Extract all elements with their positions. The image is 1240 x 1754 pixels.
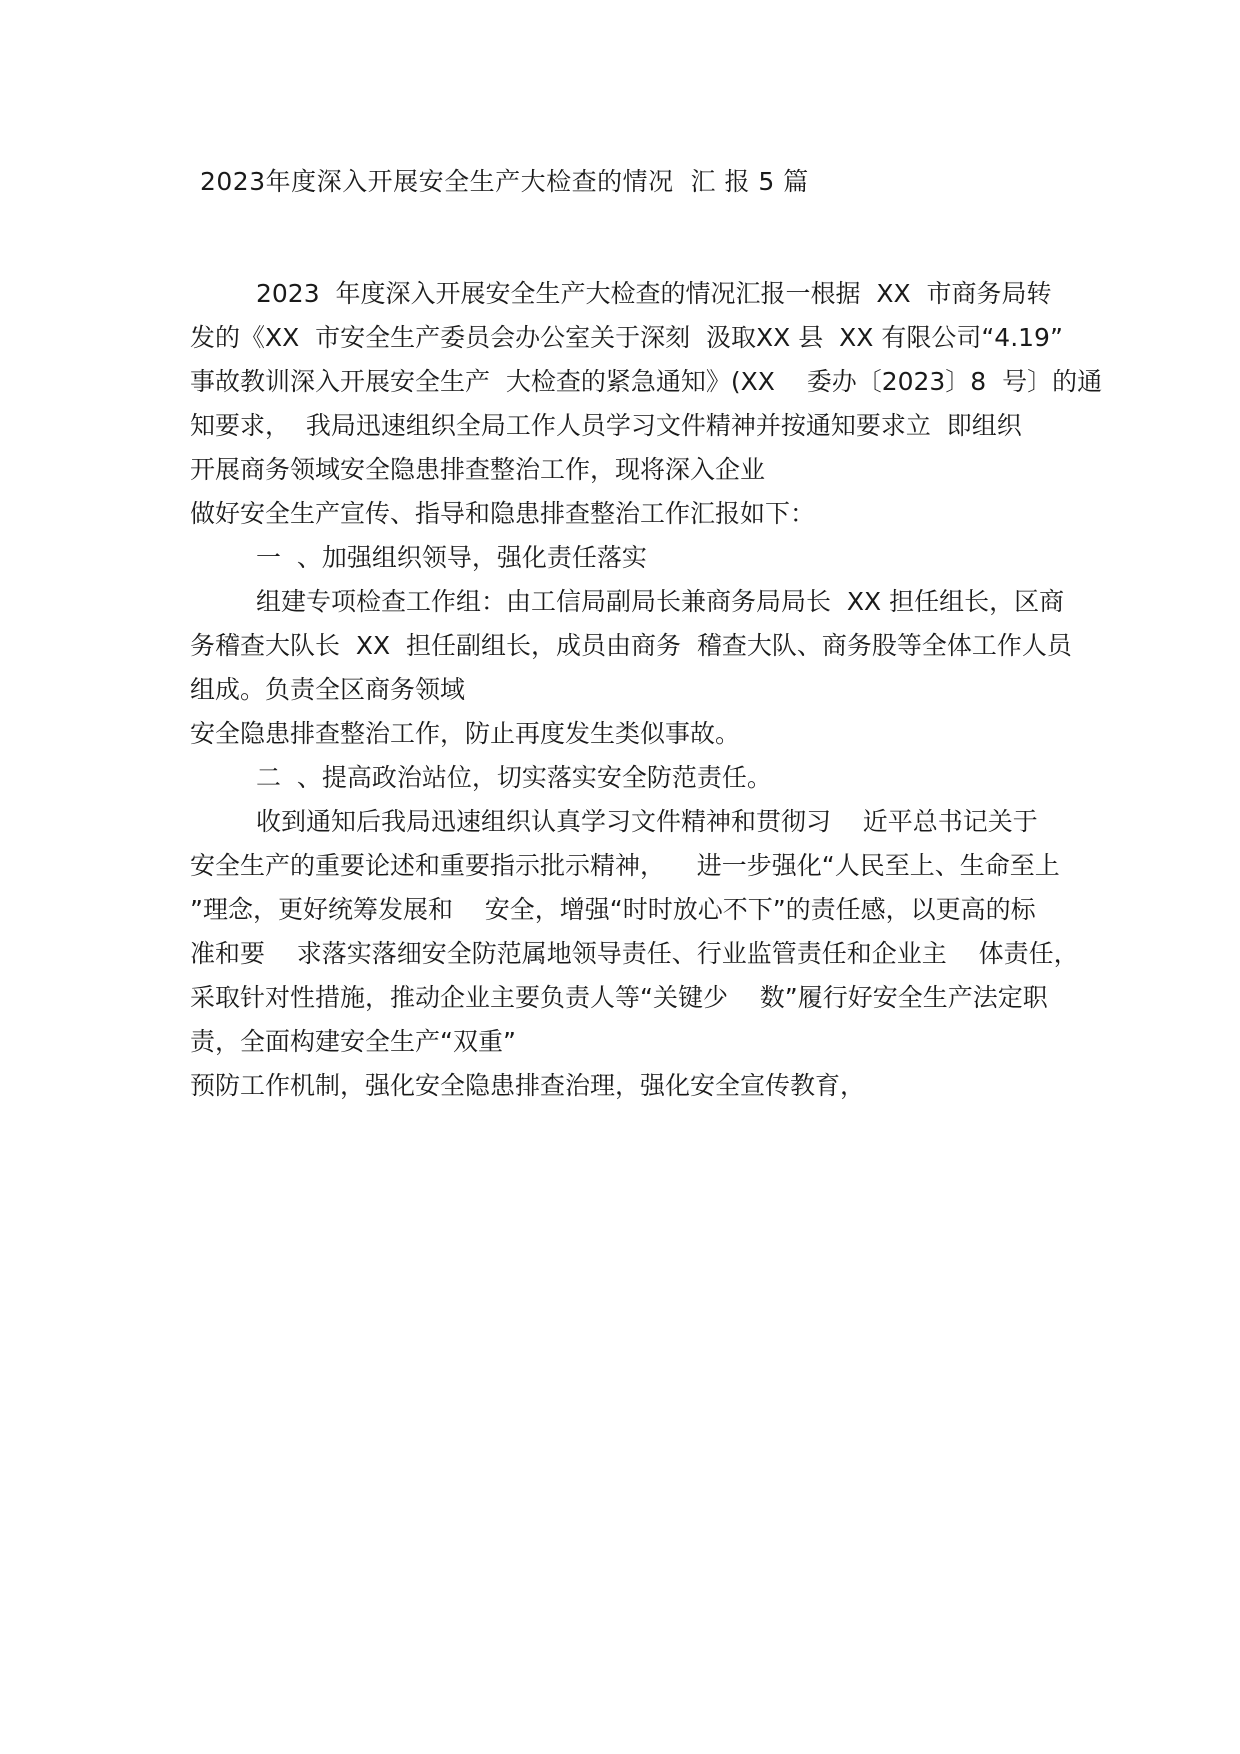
paragraph-line: 组成。负责全区商务领域 xyxy=(190,675,466,704)
document-title: 2023年度深入开展安全生产大检查的情况 汇 报 5 篇 xyxy=(200,167,809,196)
section-heading: 一 、加强组织领导，强化责任落实 xyxy=(256,543,647,572)
paragraph-line: 开展商务领域安全隐患排查整治工作，现将深入企业 xyxy=(190,455,766,484)
paragraph-line: 2023 年度深入开展安全生产大检查的情况汇报一根据 XX 市商务局转 xyxy=(256,279,1052,308)
paragraph-line: 收到通知后我局迅速组织认真学习文件精神和贯彻习 近平总书记关于 xyxy=(256,807,1038,836)
paragraph-line: 责，全面构建安全生产“双重” xyxy=(190,1027,516,1056)
paragraph-line: 安全生产的重要论述和重要指示批示精神， 进一步强化“人民至上、生命至上 xyxy=(190,851,1060,880)
paragraph-line: 做好安全生产宣传、指导和隐患排查整治工作汇报如下： xyxy=(190,499,816,528)
document-body xyxy=(190,272,1103,1108)
paragraph-line: 事故教训深入开展安全生产 大检查的紧急通知》(XX 委办〔2023〕8 号〕的通 xyxy=(190,367,1103,396)
paragraph-line: 组建专项检查工作组：由工信局副局长兼商务局局长 XX 担任组长，区商 xyxy=(256,587,1065,616)
paragraph-line: 知要求， 我局迅速组织全局工作人员学习文件精神并按通知要求立 即组织 xyxy=(190,411,1022,440)
section-heading: 二 、提高政治站位，切实落实安全防范责任。 xyxy=(256,763,772,792)
paragraph-line: ”理念，更好统筹发展和 安全，增强“时时放心不下”的责任感，以更高的标 xyxy=(190,895,1036,924)
paragraph-line: 发的《XX 市安全生产委员会办公室关于深刻 汲取XX 县 XX 有限公司“4.19” xyxy=(190,323,1063,352)
paragraph-line: 预防工作机制，强化安全隐患排查治理，强化安全宣传教育， xyxy=(190,1071,866,1100)
paragraph-line: 务稽查大队长 XX 担任副组长，成员由商务 稽查大队、商务股等全体工作人员 xyxy=(190,631,1072,660)
paragraph-line: 安全隐患排查整治工作，防止再度发生类似事故。 xyxy=(190,719,741,748)
paragraph-line: 采取针对性措施，推动企业主要负责人等“关键少 数”履行好安全生产法定职 xyxy=(190,983,1048,1012)
paragraph-line: 准和要 求落实落细安全防范属地领导责任、行业监管责任和企业主 体责任， xyxy=(190,939,1079,968)
